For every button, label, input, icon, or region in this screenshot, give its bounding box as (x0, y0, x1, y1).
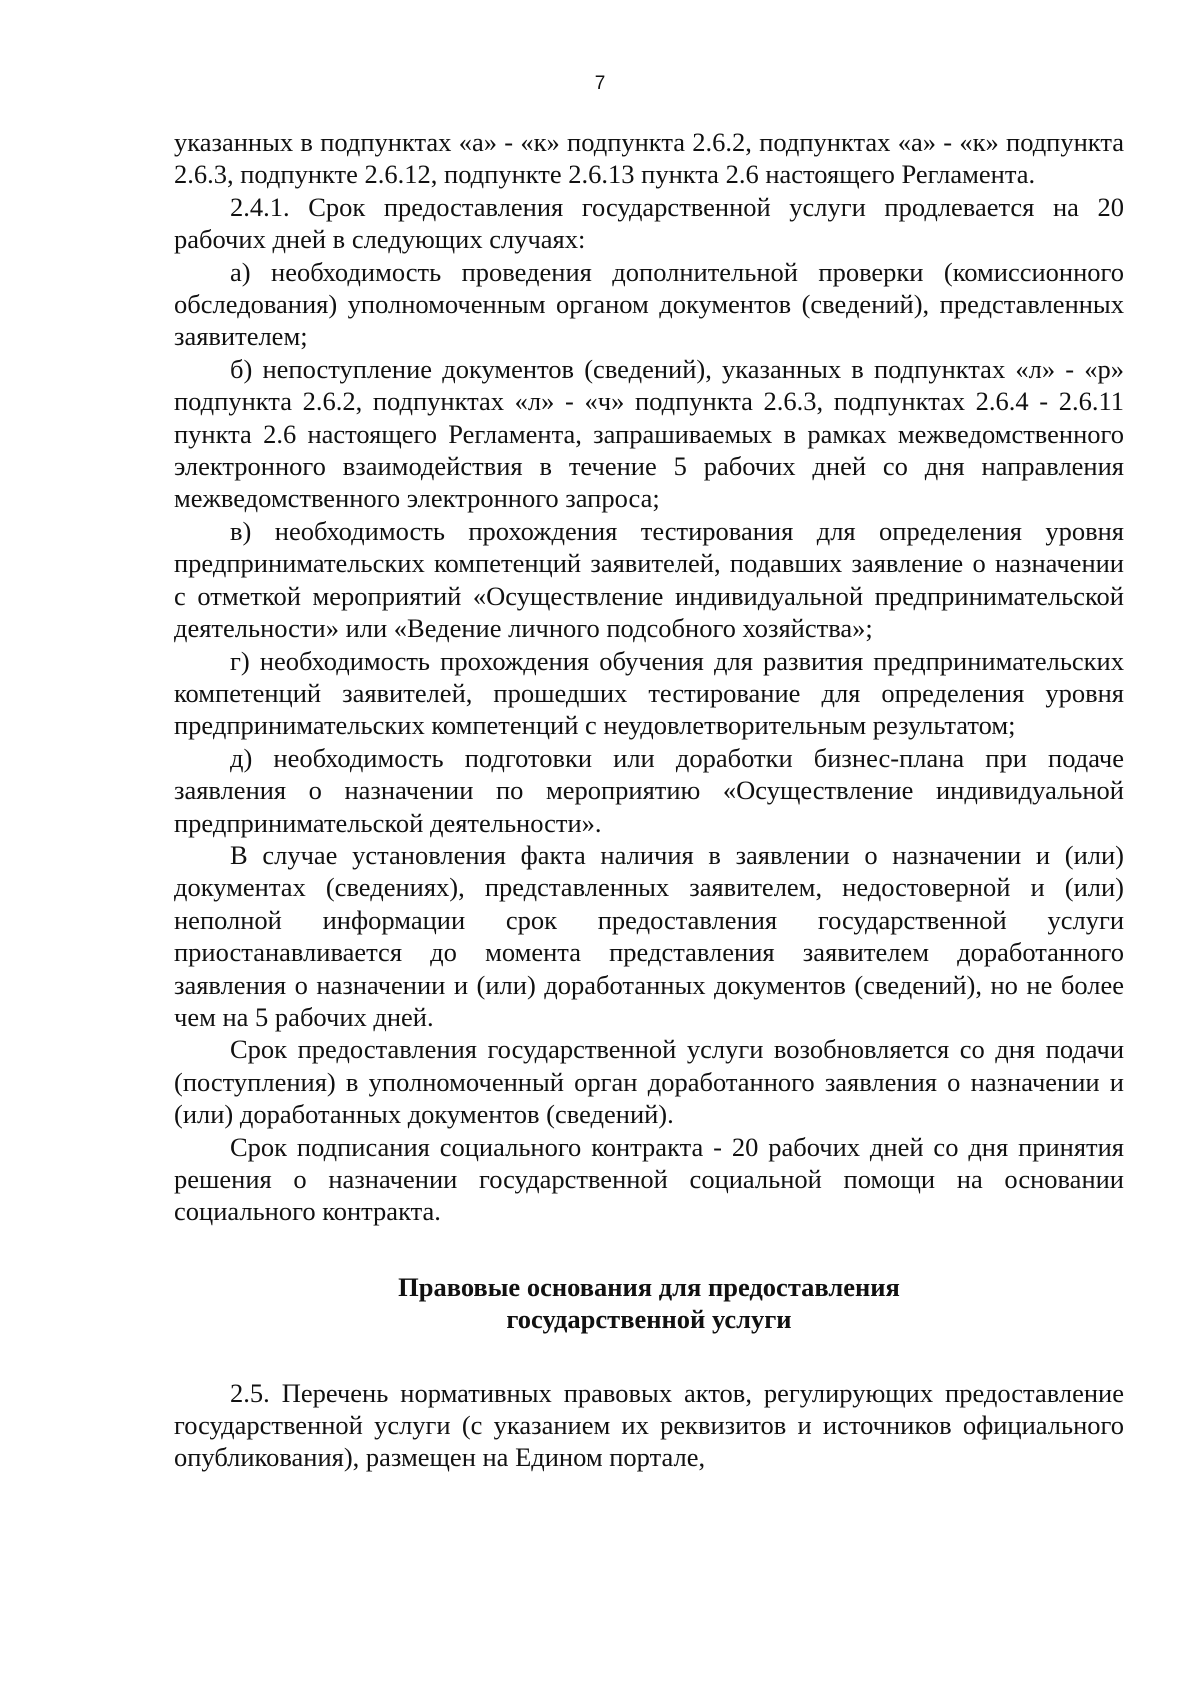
paragraph-resumption: Срок предоставления государственной услуги возобновляется со дня подачи (поступления) в уполномоченный орган доработанного заявления о назначении и (или) доработанных документов (сведений). (174, 1034, 1124, 1130)
paragraph-2-5: 2.5. Перечень нормативных правовых актов, регулирующих предоставление государственной услуги (с указанием их реквизитов и источников официального опубликования), размещен на Едином портале, (174, 1377, 1124, 1473)
document-body (174, 126, 1124, 1474)
section-heading-line-1: Правовые основания для предоставления (398, 1271, 900, 1302)
list-item-a: а) необходимость проведения дополнительной проверки (комиссионного обследования) уполномоченным органом документов (сведений), представленных заявителем; (174, 256, 1124, 352)
paragraph-suspension: В случае установления факта наличия в заявлении о назначении и (или) документах (сведениях), представленных заявителем, недостоверной и (или) неполной информации срок предоставления государственной услуги приостанавливается до момента представления заявителем доработанного заявления о назначении и (или) доработанных документов (сведений), но не более чем на 5 рабочих дней. (174, 839, 1124, 1032)
list-item-g: г) необходимость прохождения обучения для развития предпринимательских компетенций заявителей, прошедших тестирование для определения уровня предпринимательских компетенций с неудовлетворительным результатом; (174, 645, 1124, 741)
section-heading (174, 1271, 1124, 1336)
paragraph-contract-term: Срок подписания социального контракта - 20 рабочих дней со дня принятия решения о назначении государственной социальной помощи на основании социального контракта. (174, 1131, 1124, 1227)
list-item-v: в) необходимость прохождения тестирования для определения уровня предпринимательских компетенций заявителей, подавших заявление о назначении с отметкой мероприятий «Осуществление индивидуальной предпринимательской деятельности» или «Ведение личного подсобного хозяйства»; (174, 515, 1124, 644)
list-item-d: д) необходимость подготовки или доработки бизнес-плана при подаче заявления о назначении по мероприятию «Осуществление индивидуальной предпринимательской деятельности». (174, 742, 1124, 838)
page-number: 7 (594, 73, 606, 94)
list-item-b: б) непоступление документов (сведений), указанных в подпунктах «л» - «р» подпункта 2.6.2, подпунктах «л» - «ч» подпункта 2.6.3, подпунктах 2.6.4 - 2.6.11 пункта 2.6 настоящего Регламента, запрашиваемых в рамках межведомственного электронного взаимодействия в течение 5 рабочих дней со дня направления межведомственного электронного запроса; (174, 353, 1124, 514)
section-heading-line-2: государственной услуги (506, 1304, 792, 1335)
paragraph-continuation: указанных в подпунктах «а» - «к» подпункта 2.6.2, подпунктах «а» - «к» подпункта 2.6.3, подпункте 2.6.12, подпункте 2.6.13 пункта 2.6 настоящего Регламента. (174, 127, 1124, 190)
paragraph-2-4-1: 2.4.1. Срок предоставления государственной услуги продлевается на 20 рабочих дней в следующих случаях: (174, 191, 1124, 255)
